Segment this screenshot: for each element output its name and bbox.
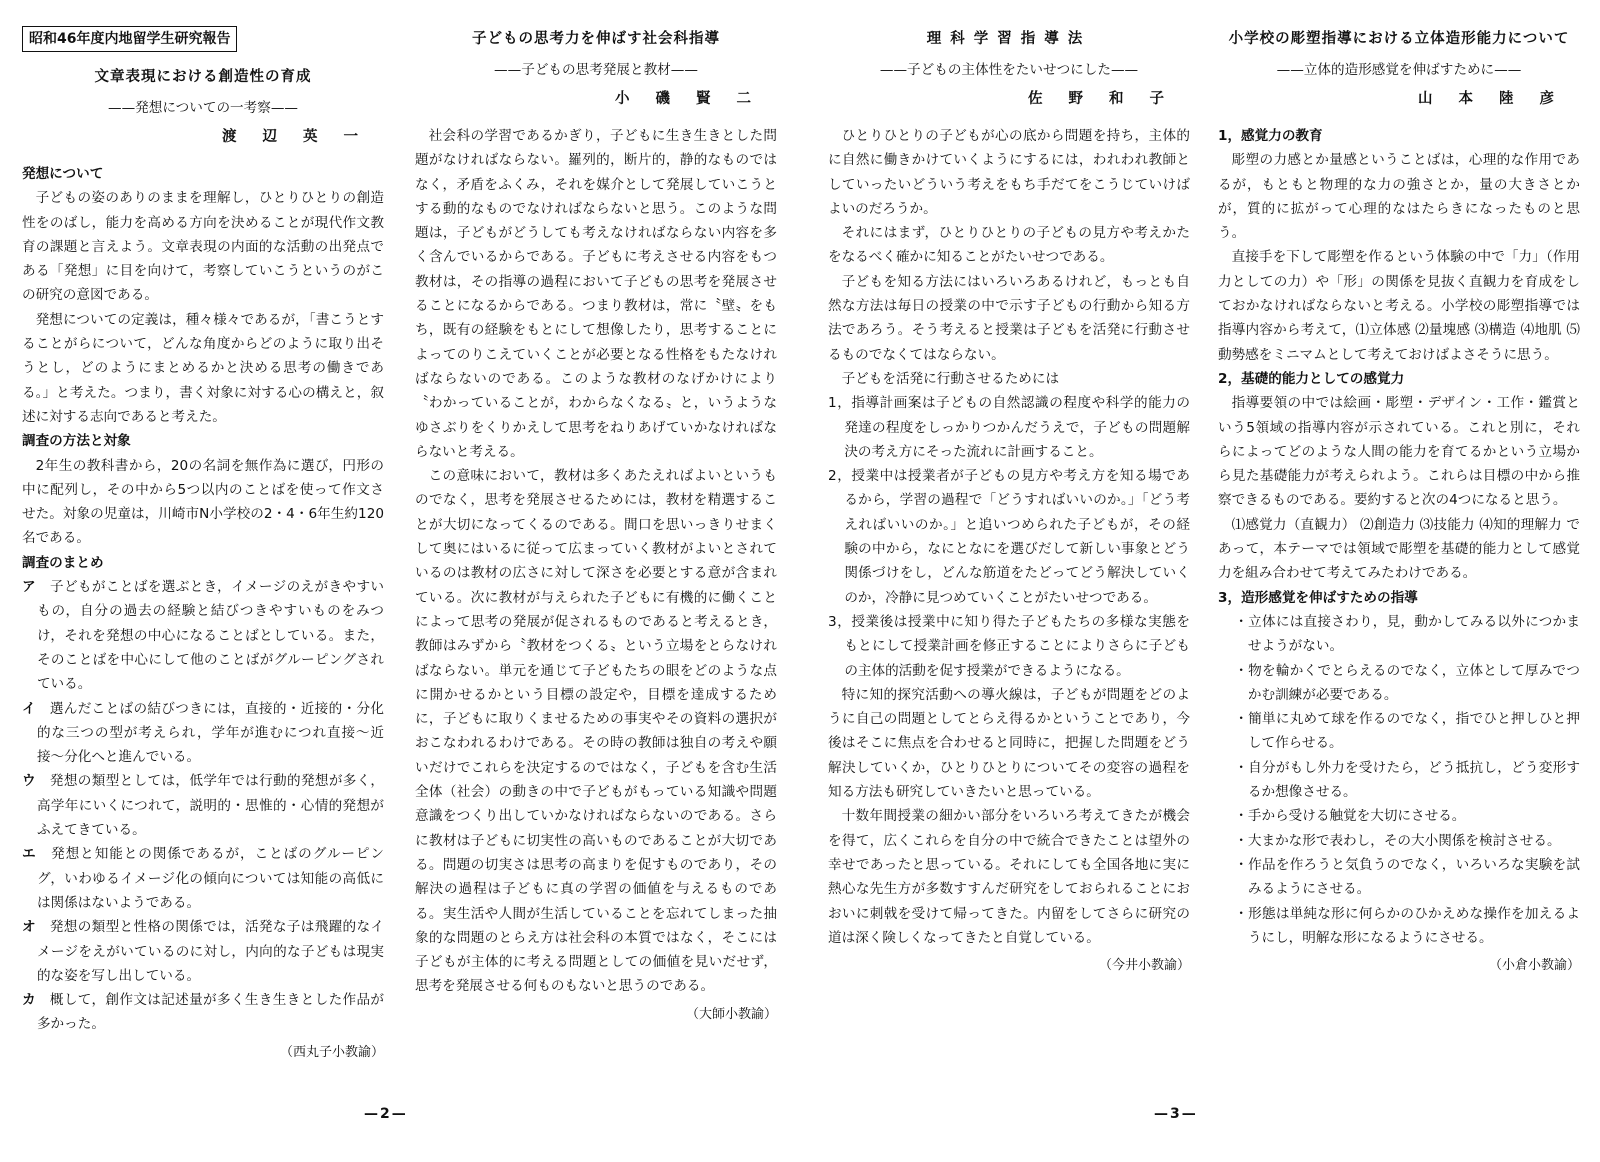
paragraph: 子どもを活発に行動させるためには	[841, 370, 1060, 387]
item-text: 発想の類型と性格の関係では，活発な子は飛躍的なイメージをえがいているのに対し，内向的な子どもは現実的な姿を写し出している。	[36, 919, 385, 984]
item-text: 発想の類型としては，低学年では行動的発想が多く，高学年にいくにつれて，説明的・思惟的・心情的発想がふえてきている。	[36, 773, 385, 839]
section-heading: 発想について	[22, 166, 104, 182]
article-author: 渡辺英一	[222, 129, 384, 145]
article-sculpture	[1218, 26, 1580, 978]
article-subtitle: ——子どもの思考発展と教材——	[494, 62, 698, 78]
paragraph: 直接手を下して彫塑を作るという体験の中で「力」（作用力としての力）や「形」の関係を見抜く直観力を育成をしておかなければならないと考える。小学校の彫塑指導では指導内容から考えて，⑴立体感 ⑵量塊感 ⑶構造 ⑷地肌 ⑸動勢感をミニマムとして考えておけばよさそうに思う。	[1218, 249, 1580, 363]
article-subtitle: ——子どもの主体性をたいせつにした——	[879, 62, 1139, 78]
paragraph: この意味において，教材は多くあたえればよいというものでなく，思考を発展させるためには，教材を精選することが大切になってくるのである。間口を思いっきりせまくして奥にはいるに従って広まっていく教材がよいとされているのは教材の広さに対して深さを必要とする意が含まれている。次に教材が与えられた子どもに有機的に働くことによって思考の発展が促されるものであると考えるとき，教師はみずから〝教材をつくる〟という立場をとらなければならない。単元を通じて子どもたちの眼をどのような点に開かせるかという目標の設定や，目標を達成するために，子どもに取りくませるための事実やその資料の選択がおこなわれるわけである。その時の教師は独自の考えや願いだけでこれらを決定するのではなく，子どもを含む生活全体（社会）の動きの中で子どもがもっている知識や問題意識をつくり出していかなければならないのである。さらに教材は子どもに切実性の高いものであることが大切である。問題の切実さは思考の高まりを促すものであり，その解決の過程は子どもに真の学習の価値を与えるものである。実生活や人間が生活していることを忘れてしまった抽象的な問題のとらえ方は社会科の本質ではなく，そこには子どもが主体的に考える問題としての価値を見いだせず，思考を発展させる何ものもないと思うのである。	[415, 468, 777, 995]
numbered-item: 2，授業中は授業者が子どもの見方や考え方を知る場であるから，学習の過程で「どうすればいいのか。」「どう考えればいいのか。」と追いつめられた子どもが，その経験の中から，なにとなにを選びだして新しい事象とどう関係づけをし，どんな筋道をたどってどう解決していくのか，冷静に見つめていくことがたいせつである。	[828, 468, 1190, 606]
article-science	[828, 26, 1190, 978]
article-author: 山本陸彦	[1418, 91, 1580, 107]
summary-item	[22, 769, 384, 842]
paragraph: ⑴感覚力（直観力） ⑵創造力 ⑶技能力 ⑷知的理解力 であって，本テーマでは領域で彫塑を基礎的能力として感覚力を組み合わせて考えてみたわけである。	[1218, 516, 1580, 582]
article-title: 小学校の彫塑指導における立体造形能力について	[1228, 31, 1570, 47]
article-author: 小磯賢二	[615, 91, 777, 107]
section-heading: 調査のまとめ	[22, 554, 104, 571]
bullet-item: ・手から受ける触覚を大切にさせる。	[1234, 808, 1466, 825]
article-author: 佐野和子	[1028, 91, 1190, 107]
paragraph: 子どもを知る方法にはいろいろあるけれど，もっとも自然な方法は毎日の授業の中で示す子どもの行動から知る方法であろう。そう考えると授業は子どもを活発に行動させるものでなくてはならない。	[828, 273, 1190, 363]
paragraph: それにはまず，ひとりひとりの子どもの見方や考えかたをなるべく確かに知ることがたいせつである。	[828, 225, 1190, 266]
paragraph: 子どもの姿のありのままを理解し，ひとりひとりの創造性をのばし，能力を高める方向を決めることが現代作文教育の課題と言えよう。文章表現の内面的な活動の出発点である「発想」に目を向けて，考察していこうというのがこの研究の意図である。	[22, 190, 384, 304]
author-affiliation: （小倉小教諭）	[1488, 958, 1580, 974]
author-affiliation: （西丸子小教諭）	[279, 1044, 384, 1060]
author-affiliation: （今井小教諭）	[1098, 958, 1190, 974]
summary-item	[22, 575, 384, 696]
item-text: 子どもがことばを選ぶとき，イメージのえがきやすいもの，自分の過去の経験と結びつきやすいものをみつけ，それを発想の中心になることばとしている。また，そのことばを中心にして他のことばがグルーピングされている。	[36, 579, 385, 693]
article-title: 子どもの思考力を伸ばす社会科指導	[472, 31, 720, 47]
page-number-right: —3—	[1154, 1106, 1198, 1122]
author-affiliation: （大師小教諭）	[685, 1006, 777, 1022]
item-text: 選んだことばの結びつきには，直接的・近接的・分化的な三つの型が考えられ，学年が進むにつれ直接〜近接〜分化へと進んでいる。	[36, 700, 385, 766]
paragraph: 発想についての定義は，種々様々であるが，「書こうとすることがらについて，どんな角度からどのように取り出そうとし，どのようにまとめるかと決める思考の働きである。」と考えた。つまり，書く対象に対する心の構えと，叙述に対する志向であると考えた。	[22, 311, 384, 425]
item-text: 概して，創作文は記述量が多く生き生きとした作品が多かった。	[36, 992, 385, 1033]
bullet-item: ・作品を作ろうと気負うのでなく，いろいろな実験を試みるようにさせる。	[1234, 856, 1580, 898]
item-marker: イ	[22, 700, 36, 717]
article-social-studies	[415, 26, 777, 1027]
item-marker: ウ	[22, 773, 36, 790]
summary-item	[22, 697, 384, 770]
numbered-item: 1，指導計画案は子どもの自然認識の程度や科学的能力の発達の程度をしっかりつかんだうえで，子どもの問題解決の考え方にそった流れに計画すること。	[828, 395, 1190, 460]
section-heading: 1，感覚力の教育	[1218, 128, 1323, 144]
section-heading: 2，基礎的能力としての感覚力	[1218, 370, 1405, 387]
summary-item	[22, 842, 384, 915]
article-subtitle: ——立体的造形感覚を伸ばすために——	[1276, 62, 1522, 78]
paragraph: 十数年間授業の細かい部分をいろいろ考えてきたが機会を得て，広くこれらを自分の中で統合できたことは望外の幸せであったと思っている。それにしても全国各地に実に熱心な先生方が多数すすんだ研究をしておられることにおおいに刺戟を受けて帰ってきた。内留をしてさらに研究の道は深く険しくなってきたと自覚している。	[828, 808, 1190, 946]
bullet-item: ・形態は単純な形に何らかのひかえめな操作を加えるようにし，明解な形になるようにさせる。	[1234, 905, 1580, 946]
article-subtitle: ——発想についての一考察——	[107, 100, 299, 116]
paragraph: 特に知的探究活動への導火線は，子どもが問題をどのように自己の問題としてとらえ得るかということであり，今後はそこに焦点を合わせると同時に，把握した問題をどう解決していくか，ひとりひとりについてその変容の過程を知る方法も研究していきたいと思っている。	[828, 686, 1190, 801]
article-composition	[22, 26, 384, 1065]
bullet-item: ・物を輪かくでとらえるのでなく，立体として厚みでつかむ訓練が必要である。	[1234, 662, 1580, 703]
report-badge: 昭和46年度内地留学生研究報告	[22, 26, 237, 52]
paragraph: 社会科の学習であるかぎり，子どもに生き生きとした問題がなければならない。羅列的，断片的，静的なものではなく，矛盾をふくみ，それを媒介として発展していこうとする動的なものでなければならないと思う。このような問題は，子どもがどうしても考えなければならない内容を多く含んでいるからである。子どもに考えさせる内容をもつ教材は，その指導の過程において子どもの思考を発展させることになるからである。つまり教材は，常に〝壁〟をもち，既有の経験をもとにして想像したり，思考することによってのりこえていくことが必要となる性格をもたなければならないのである。このような教材のなげかけにより〝わかっていることが，わからなくなる〟と，いうようなゆさぶりをくりかえして思考をねりあげていかなければならないと考える。	[415, 128, 777, 460]
article-title: 理科学習指導法	[926, 31, 1092, 47]
summary-item	[22, 915, 384, 988]
paragraph: 彫塑の力感とか量感ということばは，心理的な作用であるが，もともと物理的な力の強さとか，量の大きさとかが，質的に拡がって心理的なはたらきになったものと思う。	[1218, 152, 1580, 242]
paragraph: 指導要領の中では絵画・彫塑・デザイン・工作・鑑賞という5領域の指導内容が示されている。これと別に，それらによってどのような人間の能力を育てるかという立場から見た基礎能力が考えられよう。これらは目標の中から推察できるものである。要約すると次の4つになると思う。	[1218, 395, 1580, 509]
page-number-left: —2—	[364, 1106, 408, 1122]
paragraph: 2年生の教科書から，20の名詞を無作為に選び，円形の中に配列し，その中から5つ以内のことばを使って作文させた。対象の児童は，川崎市N小学校の2・4・6年生約120名である。	[22, 457, 384, 547]
paragraph: ひとりひとりの子どもが心の底から問題を持ち，主体的に自然に働きかけていくようにするには，われわれ教師としていったいどういう考えをもち手だてをこうじていけばよいのだろうか。	[828, 128, 1190, 217]
item-marker: カ	[22, 992, 36, 1009]
section-heading: 調査の方法と対象	[22, 433, 131, 450]
numbered-item: 3，授業後は授業中に知り得た子どもたちの多様な実態をもとにして授業計画を修正することによりさらに子どもの主体的活動を促す授業ができるようになる。	[828, 613, 1190, 679]
item-marker: ア	[22, 579, 36, 596]
section-heading: 3，造形感覚を伸ばすための指導	[1218, 589, 1418, 606]
bullet-item: ・大まかな形で表わし，その大小関係を検討させる。	[1234, 832, 1561, 849]
summary-item	[22, 988, 384, 1037]
item-marker: オ	[22, 919, 36, 936]
item-text: 発想と知能との関係であるが，ことばのグルーピング，いわゆるイメージ化の傾向については知能の高低には関係はないようである。	[36, 846, 385, 911]
bullet-item: ・立体には直接さわり，見，動かしてみる以外につかませようがない。	[1234, 613, 1580, 655]
article-title: 文章表現における創造性の育成	[94, 69, 312, 85]
bullet-item: ・自分がもし外力を受けたら，どう抵抗し，どう変形するか想像させる。	[1234, 759, 1580, 801]
item-marker: エ	[22, 846, 37, 863]
bullet-item: ・簡単に丸めて球を作るのでなく，指でひと押しひと押して作らせる。	[1234, 711, 1580, 752]
